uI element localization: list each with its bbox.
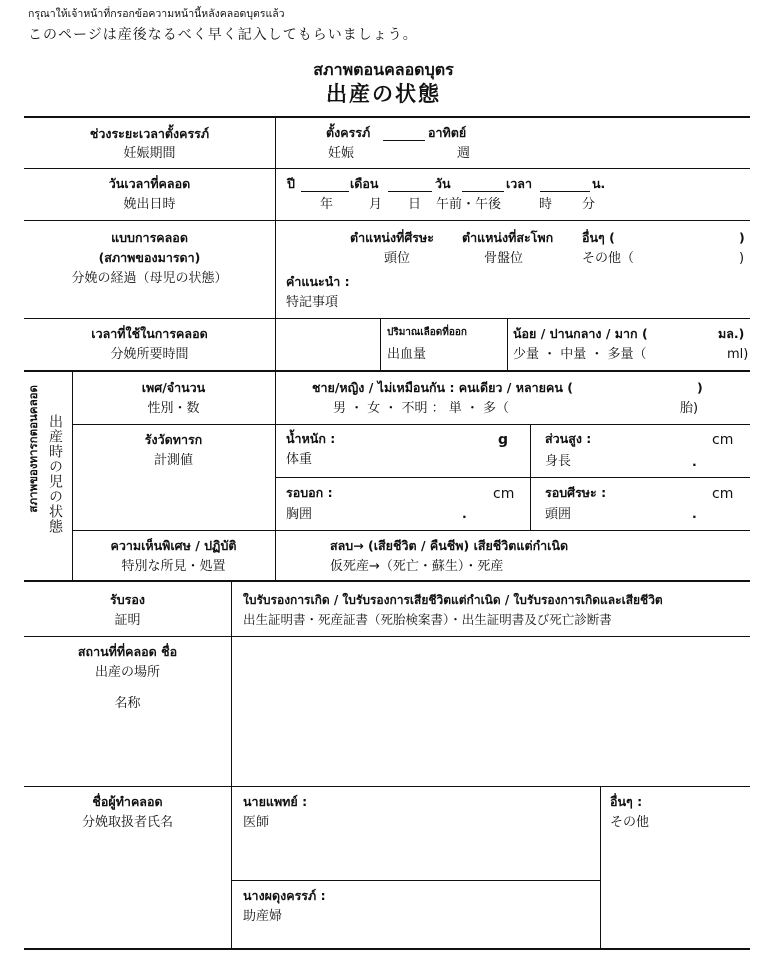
row-divider xyxy=(24,636,750,637)
delivery-time-label-japanese: 分娩所要時間 xyxy=(110,347,189,362)
advice-thai: คำแนะนำ : xyxy=(286,274,350,289)
day-thai: วัน xyxy=(435,176,451,191)
close-paren: ) xyxy=(739,251,745,266)
fetus-unit-japanese: 胎) xyxy=(680,401,699,416)
instruction-thai: กรุณาให้เจ้าหน้าที่กรอกข้อความหน้านี้หลังคลอดบุตรแล้ว xyxy=(28,8,285,20)
weight-label-thai: น้ำหนัก : xyxy=(286,431,336,446)
table-top-border xyxy=(24,116,750,118)
pregnancy-japanese-1: 妊娠 xyxy=(328,146,355,161)
sex-value-japanese: 男 ・ 女 ・ 不明 ： 単 ・ 多（ xyxy=(333,401,510,416)
year-japanese: 年 xyxy=(320,197,334,212)
column-divider xyxy=(530,424,531,530)
findings-label-japanese: 特別な所見・処置 xyxy=(121,559,226,574)
midwife-label-japanese: 助産婦 xyxy=(243,909,283,924)
findings-value-thai: สลบ→ (เสียชีวิต / คืนชีพ) เสียชีวิตแต่กำเนิด xyxy=(330,538,569,553)
baby-section-label-thai-text: สภาพของทารกตอนคลอด xyxy=(26,385,40,513)
blood-amount-japanese: 少量 ・ 中量 ・ 多量（ xyxy=(513,347,647,362)
delivery-type-label-thai: แบบการคลอด xyxy=(111,230,188,245)
sex-label-thai: เพศ/จำนวน xyxy=(141,380,206,395)
place-label-thai: สถานที่ที่คลอด ชื่อ xyxy=(77,644,178,659)
midwife-label-thai: นางผดุงครรภ์ : xyxy=(243,888,326,903)
column-divider xyxy=(600,786,601,949)
place-label-japanese: 出産の場所 xyxy=(94,665,160,680)
head-circumference-label-thai: รอบศีรษะ : xyxy=(545,485,607,500)
chest-unit: cm xyxy=(493,486,515,502)
delivery-time-label-thai: เวลาที่ใช้ในการคลอด xyxy=(91,326,208,341)
head-position-japanese: 頭位 xyxy=(384,251,411,266)
month-japanese: 月 xyxy=(369,197,383,212)
other-position-thai: อื่นๆ ( xyxy=(582,230,615,245)
form-title-japanese: 出産の状態 xyxy=(326,82,441,106)
pregnancy-period-label-thai: ช่วงระยะเวลาตั้งครรภ์ xyxy=(89,126,210,141)
am-pm-japanese: 午前・午後 xyxy=(436,197,502,212)
hour-japanese: 時 xyxy=(539,197,553,212)
day-blank-line xyxy=(462,191,504,192)
advice-japanese: 特記事項 xyxy=(286,295,339,310)
certificate-label-japanese: 証明 xyxy=(114,613,141,628)
height-decimal-dot: . xyxy=(692,454,697,469)
sex-label-japanese: 性別・数 xyxy=(147,401,200,416)
head-circumference-label-japanese: 頭囲 xyxy=(545,507,572,522)
baby-section-label-thai xyxy=(28,385,40,513)
instruction-japanese: このページは産後なるべく早く記入してもらいましょう。 xyxy=(28,27,418,43)
findings-value-japanese: 仮死産→（死亡・蘇生）・死産 xyxy=(330,559,504,574)
blood-amount-thai: น้อย / ปานกลาง / มาก ( xyxy=(513,326,648,341)
certificate-value-thai: ใบรับรองการเกิด / ใบรับรองการเสียชีวิตแต่กำเนิด / ใบรับรองการเกิดและเสียชีวิต xyxy=(243,593,663,607)
year-blank-line xyxy=(301,191,349,192)
minute-japanese: 分 xyxy=(582,197,596,212)
blood-loss-label-japanese: 出血量 xyxy=(387,347,427,362)
breech-position-japanese: 骨盤位 xyxy=(484,251,524,266)
column-divider xyxy=(231,581,232,949)
blood-loss-label-thai: ปริมาณเลือดที่ออก xyxy=(387,327,467,338)
day-japanese: 日 xyxy=(408,197,422,212)
pregnancy-period-label-japanese: 妊娠期間 xyxy=(123,146,176,161)
pregnancy-thai-2: อาทิตย์ xyxy=(428,125,467,140)
row-divider xyxy=(72,530,750,531)
close-paren: ) xyxy=(739,230,745,245)
sex-close-paren: ) xyxy=(697,380,703,395)
height-label-thai: ส่วนสูง : xyxy=(545,431,592,446)
row-divider-thick xyxy=(24,370,750,372)
row-divider xyxy=(232,880,600,881)
column-divider xyxy=(507,319,508,371)
chest-label-japanese: 胸囲 xyxy=(286,507,313,522)
table-bottom-border xyxy=(24,948,750,950)
row-divider xyxy=(24,168,750,169)
attendant-label-thai: ชื่อผู้ทำคลอด xyxy=(92,794,163,809)
delivery-progress-label-japanese: 分娩の経過（母児の状態） xyxy=(71,271,228,286)
breech-position-thai: ตำแหน่งที่สะโพก xyxy=(462,230,554,245)
blood-unit-thai: มล.) xyxy=(718,326,745,341)
weight-label-japanese: 体重 xyxy=(286,452,313,467)
delivery-datetime-label-thai: วันเวลาที่คลอด xyxy=(108,176,191,191)
mother-condition-label-thai: (สภาพของมารดา) xyxy=(98,250,201,265)
month-thai: เดือน xyxy=(350,176,379,191)
pregnancy-japanese-2: 週 xyxy=(457,146,471,161)
minute-thai: น. xyxy=(592,176,606,191)
doctor-label-thai: นายแพทย์ : xyxy=(243,794,308,809)
place-name-label-japanese: 名称 xyxy=(114,696,141,711)
other-position-japanese: その他（ xyxy=(582,251,635,266)
measure-label-thai: รังวัดทารก xyxy=(144,432,203,447)
column-divider xyxy=(275,117,276,581)
chest-label-thai: รอบอก : xyxy=(286,485,333,500)
certificate-value-japanese: 出生証明書・死産証書（死胎検案書）・出生証明書及び死亡診断書 xyxy=(243,612,612,627)
head-circumference-decimal-dot: . xyxy=(692,506,697,521)
form-title-thai: สภาพตอนคลอดบุตร xyxy=(313,60,454,79)
doctor-label-japanese: 医師 xyxy=(243,815,270,830)
row-divider xyxy=(24,220,750,221)
weight-unit: g xyxy=(498,432,509,448)
attendant-label-japanese: 分娩取扱者氏名 xyxy=(81,815,173,830)
row-divider-thick xyxy=(24,580,750,582)
height-unit: cm xyxy=(712,432,734,448)
year-thai: ปี xyxy=(287,176,295,191)
delivery-datetime-label-japanese: 娩出日時 xyxy=(123,197,176,212)
row-divider xyxy=(24,786,750,787)
chest-decimal-dot: . xyxy=(462,506,467,521)
time-thai: เวลา xyxy=(506,176,532,191)
weeks-blank-line xyxy=(383,140,425,141)
row-divider xyxy=(72,424,750,425)
height-label-japanese: 身長 xyxy=(545,454,572,469)
month-blank-line xyxy=(388,191,432,192)
time-blank-line xyxy=(540,191,590,192)
pregnancy-thai-1: ตั้งครรภ์ xyxy=(326,125,371,140)
other-attendant-label-japanese: その他 xyxy=(610,815,650,830)
row-divider xyxy=(24,318,750,319)
column-divider xyxy=(380,319,381,371)
head-circumference-unit: cm xyxy=(712,486,734,502)
other-attendant-label-thai: อื่นๆ : xyxy=(610,794,643,809)
head-position-thai: ตำแหน่งที่ศีรษะ xyxy=(350,230,434,245)
certificate-label-thai: รับรอง xyxy=(110,592,145,607)
baby-section-label-japanese: 出産時の児の状態 xyxy=(47,414,63,534)
row-divider xyxy=(276,477,750,478)
measure-label-japanese: 計測値 xyxy=(153,453,193,468)
blood-unit-japanese: ml) xyxy=(727,347,749,362)
sex-value-thai: ชาย/หญิง / ไม่เหมือนกัน : คนเดียว / หลายคน ( xyxy=(312,380,573,395)
findings-label-thai: ความเห็นพิเศษ / ปฏิบัติ xyxy=(110,538,237,553)
